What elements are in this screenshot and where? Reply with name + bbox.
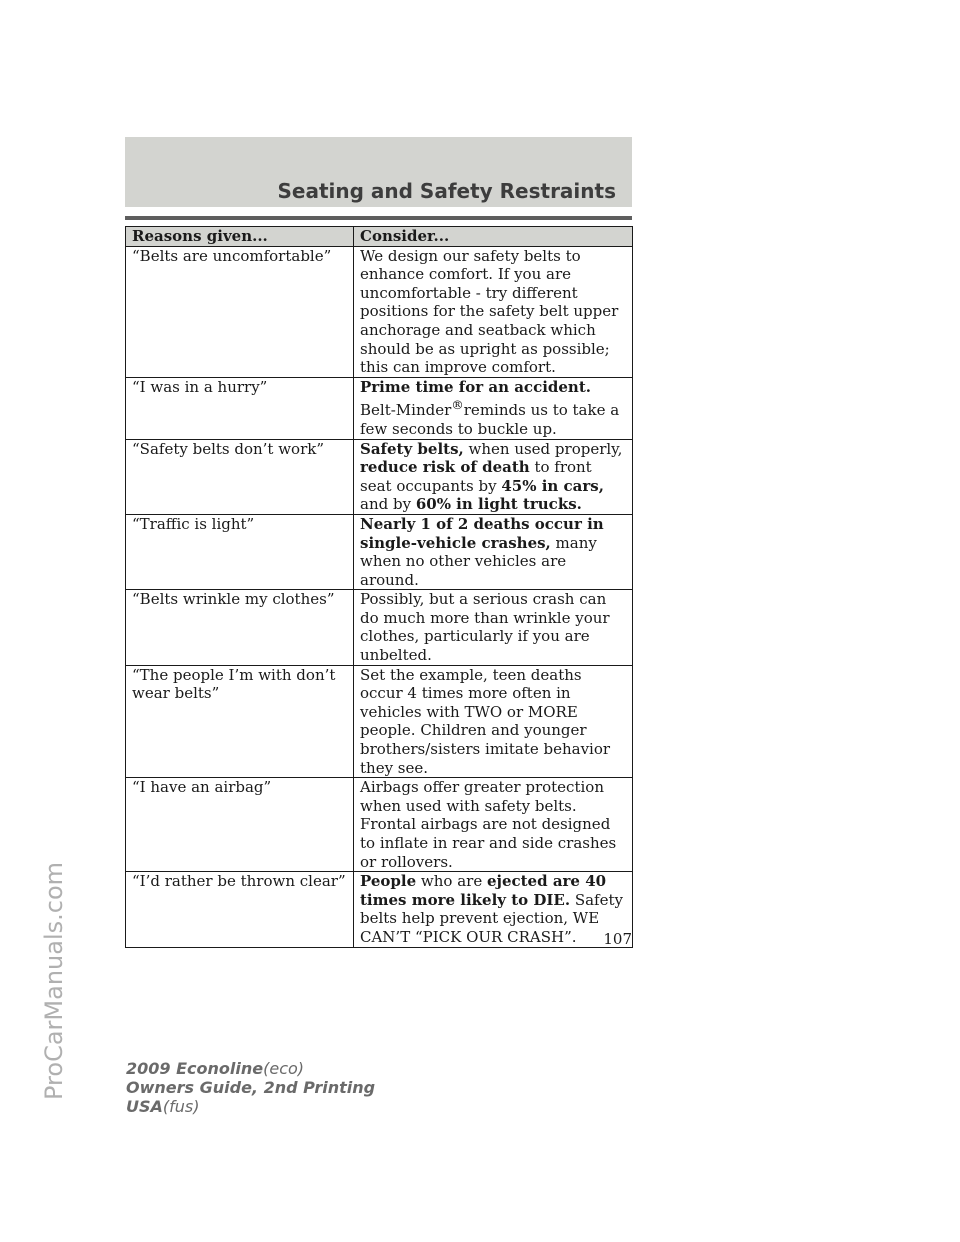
consider-cell bbox=[354, 872, 633, 947]
table-row bbox=[126, 246, 633, 377]
table-row bbox=[126, 377, 633, 439]
column-header-consider: Consider... bbox=[354, 227, 633, 247]
consider-text: reduce risk of death bbox=[360, 458, 530, 477]
consider-text: who are bbox=[416, 872, 487, 891]
reason-cell: “I’d rather be thrown clear” bbox=[126, 872, 354, 947]
footer-model: 2009 Econoline bbox=[126, 1059, 264, 1078]
consider-cell bbox=[354, 439, 633, 514]
consider-text: Belt-Minder bbox=[360, 401, 452, 420]
footer-line-2: Owners Guide, 2nd Printing bbox=[126, 1078, 376, 1097]
page-number: 107 bbox=[603, 930, 632, 948]
table-row bbox=[126, 872, 633, 947]
header-divider bbox=[125, 216, 632, 220]
consider-cell bbox=[354, 590, 633, 665]
watermark: ProCarManuals.com bbox=[40, 861, 68, 1100]
table-row bbox=[126, 439, 633, 514]
consider-text: Set the example, teen deaths occur 4 times more often in vehicles with TWO or MORE people. Children and younger brothers/sisters imitate behavior they see. bbox=[360, 665, 611, 777]
consider-text: 45% in cars, bbox=[501, 476, 604, 495]
table-row bbox=[126, 665, 633, 778]
reason-cell: “I have an airbag” bbox=[126, 778, 354, 872]
consider-text: to front seat occupants by bbox=[360, 458, 592, 495]
consider-text: Airbags offer greater protection when used with safety belts. Frontal airbags are not designed to inflate in rear and side crashes or rollovers. bbox=[360, 778, 617, 871]
footer-region: USA bbox=[126, 1097, 163, 1116]
reason-cell: “Safety belts don’t work” bbox=[126, 439, 354, 514]
consider-text: People bbox=[360, 872, 417, 891]
consider-cell bbox=[354, 514, 633, 589]
table-row bbox=[126, 514, 633, 589]
consider-text: Safety belts help prevent ejection, WE CAN’T “PICK OUR CRASH”. bbox=[360, 890, 623, 946]
reason-cell: “I was in a hurry” bbox=[126, 377, 354, 439]
consider-text: ® bbox=[451, 397, 464, 413]
reasons-table bbox=[125, 226, 633, 948]
consider-text: 60% in light trucks. bbox=[415, 495, 582, 514]
footer-model-code: (eco) bbox=[263, 1059, 305, 1078]
consider-cell bbox=[354, 778, 633, 872]
reason-cell: “Traffic is light” bbox=[126, 514, 354, 589]
document-footer bbox=[126, 1059, 375, 1116]
section-header-band bbox=[125, 137, 632, 207]
section-title: Seating and Safety Restraints bbox=[277, 179, 616, 203]
consider-cell bbox=[354, 246, 633, 377]
consider-text: Possibly, but a serious crash can do much more than wrinkle your clothes, particularly if you are unbelted. bbox=[360, 590, 610, 665]
consider-text: reminds us to take a few seconds to buckle up. bbox=[360, 401, 620, 438]
table-header-row bbox=[126, 227, 633, 247]
consider-text: when used properly, bbox=[463, 439, 623, 458]
consider-text: Nearly 1 of 2 deaths occur in single-vehicle crashes, bbox=[360, 514, 604, 552]
consider-text: We design our safety belts to enhance comfort. If you are uncomfortable - try different positions for the safety belt upper anchorage and seatback which should be as upright as possible; this can improve comfort. bbox=[360, 246, 619, 377]
footer-line-1 bbox=[126, 1059, 375, 1078]
column-header-reasons: Reasons given... bbox=[126, 227, 354, 247]
consider-cell bbox=[354, 665, 633, 778]
reason-cell: “Belts wrinkle my clothes” bbox=[126, 590, 354, 665]
consider-text: ejected are 40 times more likely to DIE. bbox=[360, 872, 607, 909]
consider-text: Safety belts, bbox=[360, 439, 464, 458]
footer-region-code: (fus) bbox=[162, 1097, 200, 1116]
reason-cell: “Belts are uncomfortable” bbox=[126, 246, 354, 377]
table-row bbox=[126, 590, 633, 665]
table-row bbox=[126, 778, 633, 872]
consider-text: many when no other vehicles are around. bbox=[360, 533, 597, 589]
consider-text: and by bbox=[360, 495, 416, 514]
consider-text: Prime time for an accident. bbox=[360, 377, 591, 396]
consider-cell bbox=[354, 377, 633, 439]
reason-cell: “The people I’m with don’t wear belts” bbox=[126, 665, 354, 778]
table-body bbox=[126, 246, 633, 947]
footer-line-3 bbox=[126, 1097, 375, 1116]
